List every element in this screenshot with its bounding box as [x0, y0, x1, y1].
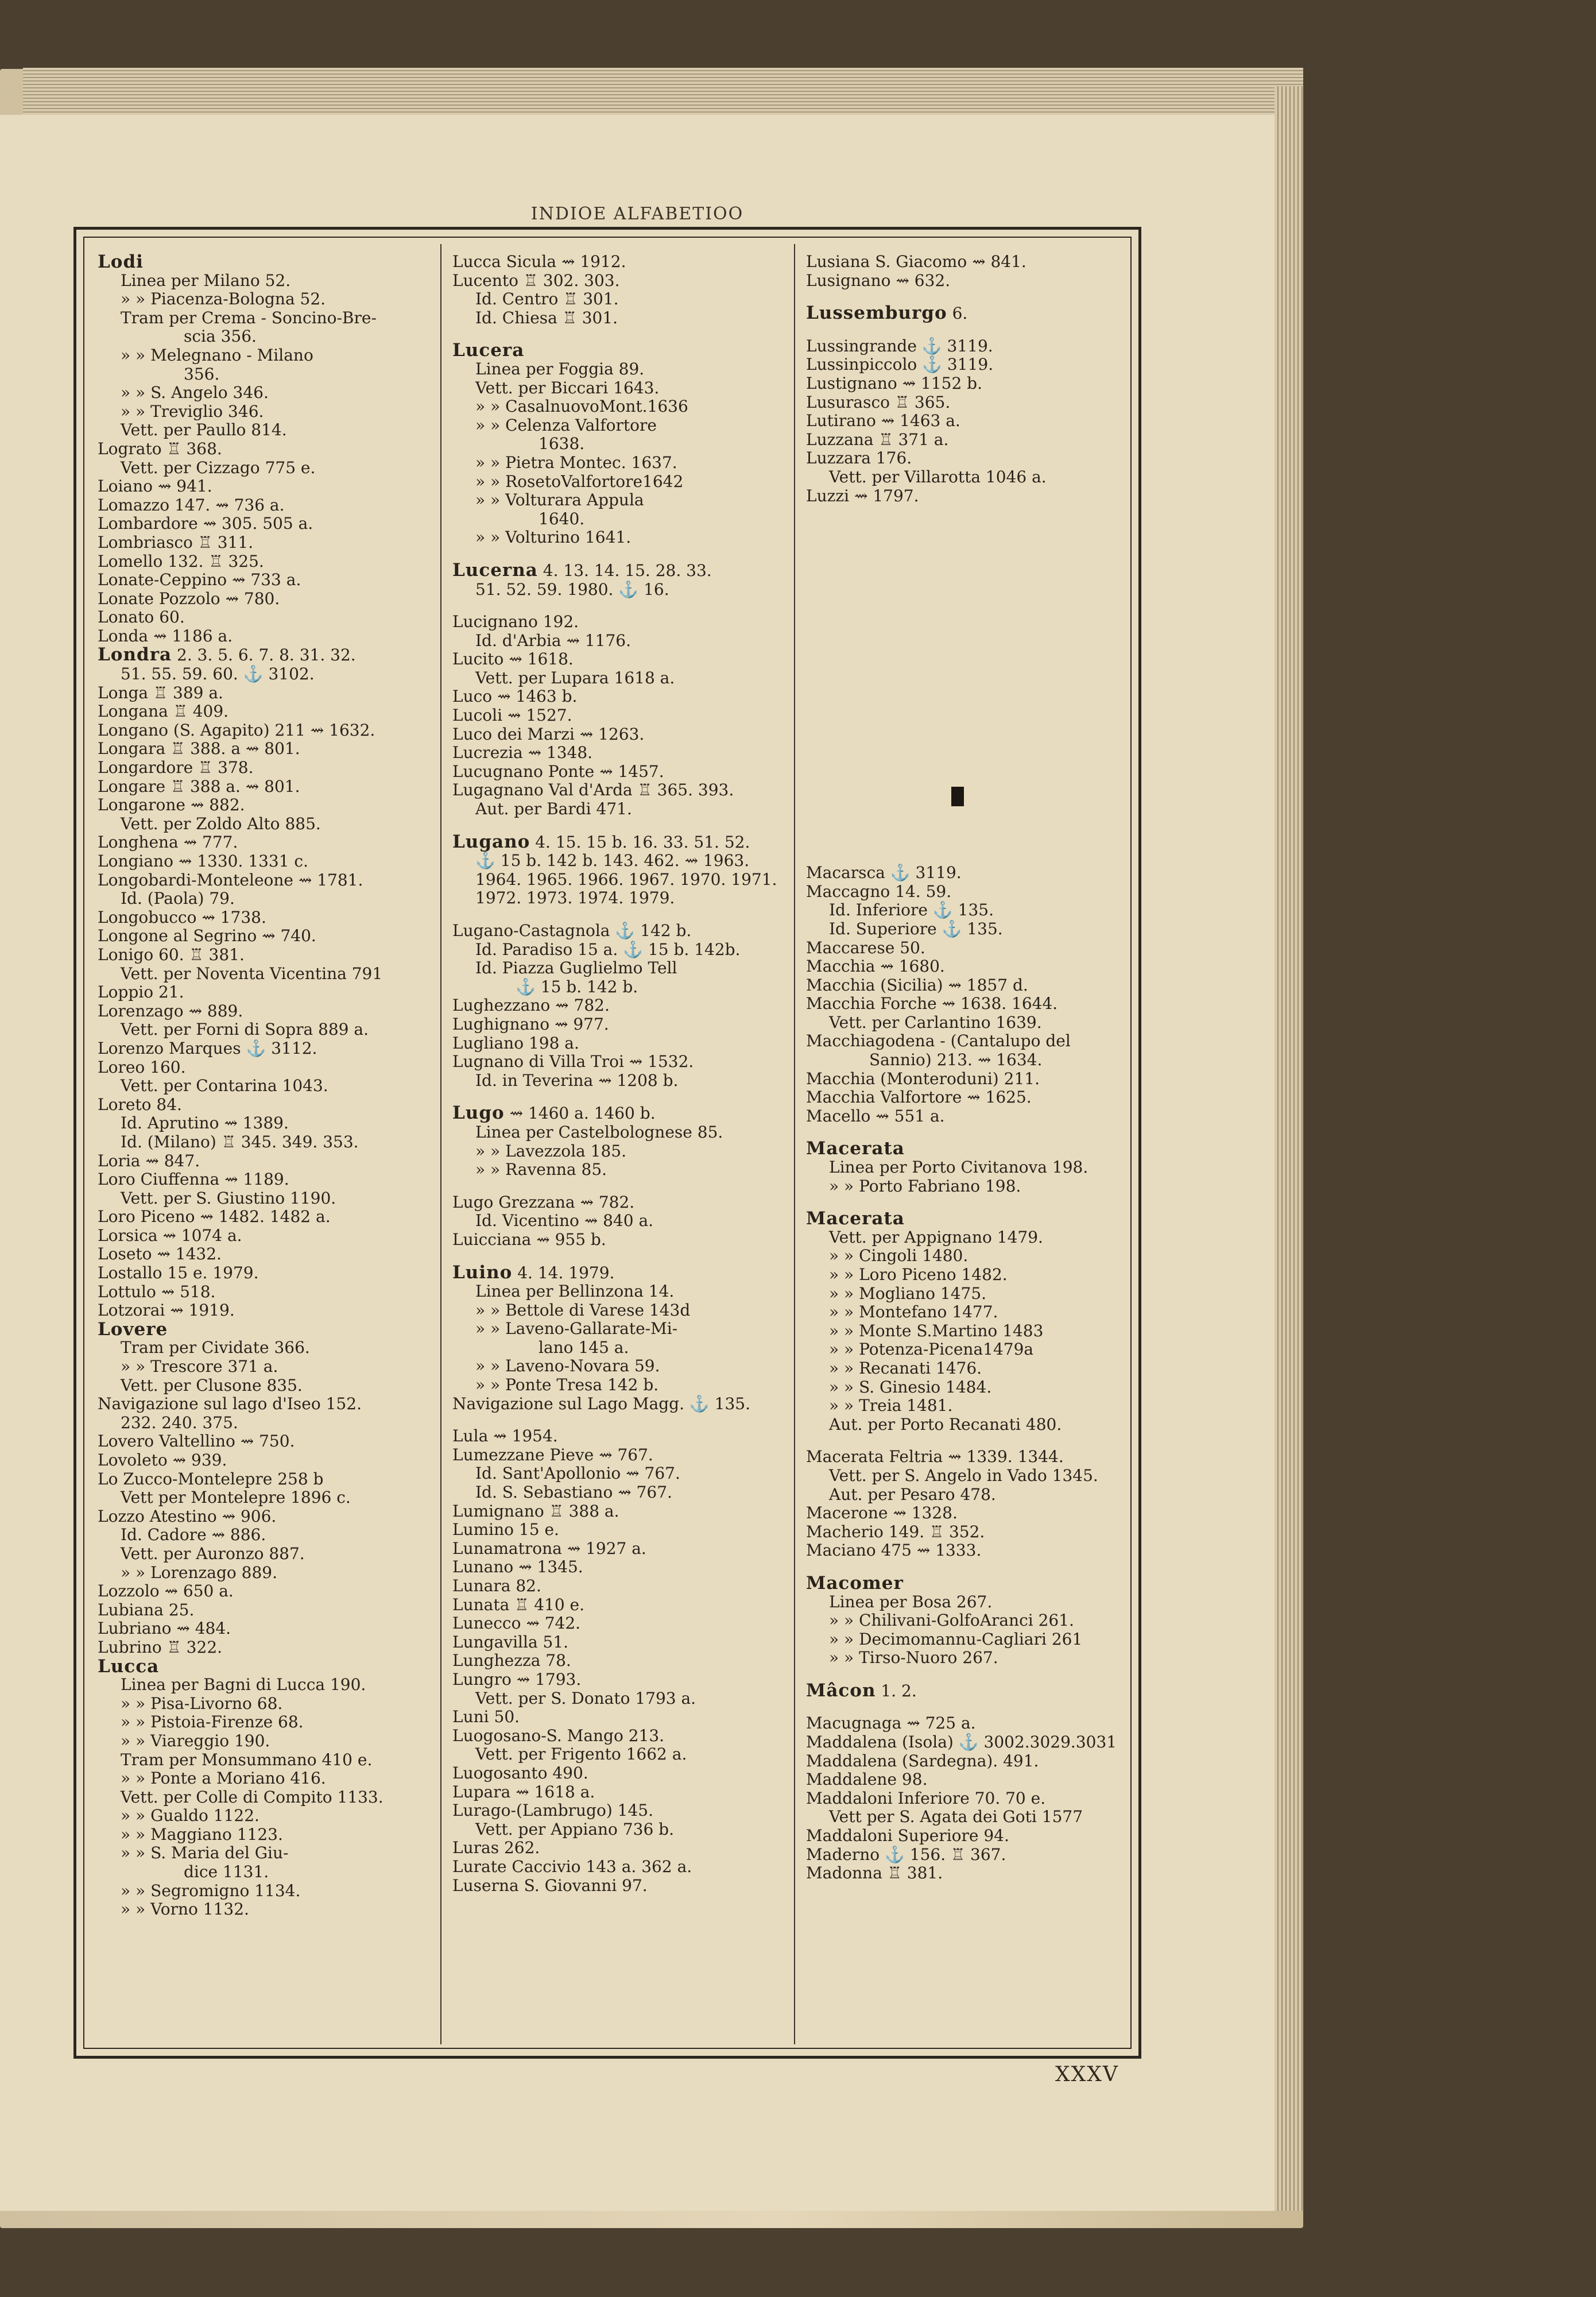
index-entry: Lusignano ⇝ 632.	[806, 270, 951, 290]
spacer	[452, 1250, 785, 1263]
index-entry: 232. 240. 375.	[121, 1413, 238, 1432]
index-entry: ⚓ 15 b. 142 b.	[516, 977, 638, 996]
index-entry: Maddalene 98.	[806, 1770, 928, 1789]
index-entry: Maciano 475 ⇝ 1333.	[806, 1541, 982, 1560]
index-entry: Loria ⇝ 847.	[98, 1151, 200, 1170]
index-entry: Lurago-(Lambrugo) 145.	[452, 1801, 653, 1820]
index-entry: Lostallo 15 e. 1979.	[98, 1263, 259, 1283]
index-entry: Vett. per S. Donato 1793 a.	[475, 1688, 696, 1708]
index-heading-line: Mâcon 1. 2.	[806, 1680, 917, 1701]
index-entry: Lottulo ⇝ 518.	[98, 1282, 216, 1301]
index-entry: Id. Chiesa ♖ 301.	[475, 308, 618, 327]
spacer	[806, 698, 1139, 712]
index-entry: Macchia Forche ⇝ 1638. 1644.	[806, 994, 1058, 1014]
index-entry: Longiano ⇝ 1330. 1331 c.	[98, 852, 309, 871]
index-entry: Id. (Paola) 79.	[121, 889, 235, 908]
index-entry: dice 1131.	[184, 1862, 269, 1882]
spacer	[452, 1413, 785, 1427]
index-entry: Aut. per Bardi 471.	[475, 799, 632, 819]
index-heading-line: Lugo ⇝ 1460 a. 1460 b.	[452, 1103, 656, 1124]
spacer	[806, 781, 1139, 795]
index-entry: Lula ⇝ 1954.	[452, 1426, 558, 1446]
index-column-2	[452, 253, 785, 1895]
index-entry: Loro Ciuffenna ⇝ 1189.	[98, 1170, 289, 1189]
index-entry: Longobardi-Monteleone ⇝ 1781.	[98, 870, 363, 890]
index-entry: Lograto ♖ 368.	[98, 439, 222, 458]
index-heading: Macerata	[806, 1138, 905, 1159]
index-entry: Lussinpiccolo ⚓ 3119.	[806, 355, 994, 374]
index-entry: » » Laveno-Gallarate-Mi-	[475, 1319, 678, 1339]
index-entry: » » Celenza Valfortore	[475, 415, 657, 435]
index-entry: Loppio 21.	[98, 983, 184, 1002]
index-entry: Lumignano ♖ 388 a.	[452, 1501, 619, 1521]
spacer	[806, 685, 1139, 698]
index-entry: Vett. per Lupara 1618 a.	[475, 668, 675, 687]
index-entry: Loro Piceno ⇝ 1482. 1482 a.	[98, 1207, 331, 1227]
index-entry: Vett. per Colle di Compito 1133.	[121, 1787, 383, 1807]
index-entry: Lucignano 192.	[452, 612, 579, 632]
index-entry: Lovoleto ⇝ 939.	[98, 1451, 227, 1470]
index-entry: Longardore ♖ 378.	[98, 758, 254, 778]
index-entry: » » Melegnano - Milano	[121, 345, 313, 365]
index-entry: Longhena ⇝ 777.	[98, 833, 238, 852]
spacer	[452, 547, 785, 561]
index-entry: Longana ♖ 409.	[98, 702, 229, 721]
index-entry: Lorsica ⇝ 1074 a.	[98, 1225, 242, 1245]
index-entry: Lugo Grezzana ⇝ 782.	[452, 1192, 635, 1212]
index-entry: Vett. per Appignano 1479.	[829, 1227, 1043, 1247]
index-entry: Sannio) 213. ⇝ 1634.	[869, 1050, 1043, 1070]
page-number: XXXV	[1055, 2063, 1119, 2086]
index-heading: Macomer	[806, 1572, 904, 1594]
index-entry: Vett. per Forni di Sopra 889 a.	[121, 1020, 369, 1039]
index-entry: Longare ♖ 388 a. ⇝ 801.	[98, 776, 300, 796]
page-stack-right	[1275, 86, 1303, 2211]
index-entry: » » Tirso-Nuoro 267.	[829, 1648, 998, 1668]
index-entry: Linea per Porto Civitanova 198.	[829, 1158, 1088, 1177]
index-entry: Luogosano-S. Mango 213.	[452, 1726, 665, 1745]
spacer	[806, 671, 1139, 685]
ink-blot	[951, 787, 964, 806]
index-entry: Lomello 132. ♖ 325.	[98, 551, 264, 571]
index-entry: Navigazione sul lago d'Iseo 152.	[98, 1394, 362, 1414]
index-entry: Id. Centro ♖ 301.	[475, 289, 619, 309]
index-entry: Lombardore ⇝ 305. 505 a.	[98, 514, 313, 533]
index-entry: Lustignano ⇝ 1152 b.	[806, 373, 982, 393]
index-entry: Id. Piazza Guglielmo Tell	[475, 958, 677, 978]
index-entry: Id. Sant'Apollonio ⇝ 767.	[475, 1464, 680, 1483]
index-entry: Vett. per Contarina 1043.	[121, 1076, 328, 1096]
index-entry: Lurate Caccivio 143 a. 362 a.	[452, 1857, 692, 1876]
index-entry: Lughezzano ⇝ 782.	[452, 996, 610, 1015]
spacer	[806, 795, 1139, 809]
index-entry: » » Laveno-Novara 59.	[475, 1356, 660, 1376]
index-entry: Maderno ⚓ 156. ♖ 367.	[806, 1844, 1006, 1864]
index-entry: » » S. Ginesio 1484.	[829, 1377, 992, 1397]
index-entry: » » Recanati 1476.	[829, 1358, 982, 1378]
index-entry: Linea per Bellinzona 14.	[475, 1282, 675, 1301]
spacer	[452, 327, 785, 341]
index-entry: Lunghezza 78.	[452, 1651, 571, 1670]
spacer	[452, 1180, 785, 1193]
column-divider	[440, 244, 441, 2044]
spacer	[452, 908, 785, 922]
index-entry: » » Decimomannu-Cagliari 261	[829, 1629, 1083, 1649]
index-entry: Lumezzane Pieve ⇝ 767.	[452, 1445, 653, 1464]
index-entry: Lucca Sicula ⇝ 1912.	[452, 252, 626, 271]
index-entry: Vett. per Biccari 1643.	[475, 378, 660, 397]
index-entry: Macugnaga ⇝ 725 a.	[806, 1714, 976, 1733]
index-entry: » » Piacenza-Bologna 52.	[121, 289, 326, 309]
index-heading-line: Lussemburgo 6.	[806, 303, 968, 324]
index-entry: » » Loro Piceno 1482.	[829, 1265, 1008, 1284]
index-entry: Luserna S. Giovanni 97.	[452, 1876, 648, 1895]
index-entry: Vett. per Paullo 814.	[121, 420, 287, 440]
index-entry: Lugano-Castagnola ⚓ 142 b.	[452, 921, 692, 940]
page-stack-top	[23, 68, 1303, 119]
index-heading-line: Lucerna 4. 13. 14. 15. 28. 33.	[452, 559, 712, 581]
index-heading: Lucca	[98, 1656, 160, 1677]
index-entry: » » Pistoia-Firenze 68.	[121, 1712, 304, 1732]
index-entry: Londa ⇝ 1186 a.	[98, 626, 233, 645]
index-entry: Loseto ⇝ 1432.	[98, 1244, 222, 1264]
index-entry: Lucito ⇝ 1618.	[452, 649, 574, 669]
index-entry: Vett. per Villarotta 1046 a.	[829, 467, 1047, 486]
spacer	[806, 753, 1139, 767]
index-entry: Luco dei Marzi ⇝ 1263.	[452, 724, 645, 744]
index-entry: Loiano ⇝ 941.	[98, 477, 212, 496]
index-entry: Tram per Crema - Soncino-Bre-	[121, 308, 377, 327]
spacer	[806, 616, 1139, 629]
index-entry: Lupara ⇝ 1618 a.	[452, 1782, 595, 1801]
index-entry: Id. Vicentino ⇝ 840 a.	[475, 1211, 654, 1231]
index-entry: » » Treia 1481.	[829, 1396, 953, 1416]
index-entry: Tram per Monsummano 410 e.	[121, 1750, 373, 1769]
index-entry: 1972. 1973. 1974. 1979.	[475, 888, 675, 908]
spacer	[806, 560, 1139, 574]
index-entry: 356.	[184, 364, 220, 384]
index-entry: Macello ⇝ 551 a.	[806, 1106, 945, 1126]
index-heading-line: Luino 4. 14. 1979.	[452, 1262, 615, 1283]
index-entry: Aut. per Pesaro 478.	[829, 1484, 996, 1504]
index-entry: Madonna ♖ 381.	[806, 1863, 943, 1883]
index-entry: Luogosanto 490.	[452, 1763, 588, 1782]
index-entry: Luzzi ⇝ 1797.	[806, 486, 919, 505]
index-entry: Lugliano 198 a.	[452, 1033, 579, 1053]
spacer	[452, 599, 785, 613]
index-entry: Maddalena (Sardegna). 491.	[806, 1751, 1039, 1770]
spacer	[452, 819, 785, 833]
spacer	[806, 767, 1139, 781]
index-entry: Vett. per Noventa Vicentina 791	[121, 964, 383, 983]
spacer	[806, 588, 1139, 602]
index-entry: Lo Zucco-Montelepre 258 b	[98, 1469, 324, 1488]
index-heading-line: Lugano 4. 15. 15 b. 16. 33. 51. 52.	[452, 831, 750, 852]
index-entry: » » Pietra Montec. 1637.	[475, 453, 677, 472]
index-entry: 1638.	[539, 434, 585, 454]
index-entry: Linea per Castelbolognese 85.	[475, 1122, 723, 1142]
index-entry: Longara ♖ 388. a ⇝ 801.	[98, 739, 300, 759]
index-entry: » » Volturara Appula	[475, 490, 644, 510]
spacer	[806, 809, 1139, 822]
index-entry: Aut. per Porto Recanati 480.	[829, 1414, 1062, 1434]
index-entry: Lugnano di Villa Troi ⇝ 1532.	[452, 1052, 694, 1072]
index-entry: Maccagno 14. 59.	[806, 881, 952, 901]
index-entry: Loreo 160.	[98, 1057, 186, 1077]
index-entry: » » Montefano 1477.	[829, 1302, 998, 1322]
index-entry: Id. S. Sebastiano ⇝ 767.	[475, 1483, 672, 1502]
index-entry: » » Lorenzago 889.	[121, 1563, 277, 1582]
index-entry: Lubiana 25.	[98, 1600, 195, 1619]
spacer	[806, 740, 1139, 753]
index-entry: Lunano ⇝ 1345.	[452, 1557, 583, 1577]
index-entry: Macchia ⇝ 1680.	[806, 957, 945, 976]
index-entry: Lungavilla 51.	[452, 1632, 569, 1652]
index-entry: Vett. per Auronzo 887.	[121, 1544, 305, 1563]
index-entry: ⚓ 15 b. 142 b. 143. 462. ⇝ 1963.	[475, 851, 750, 871]
index-entry: » » Vorno 1132.	[121, 1900, 249, 1919]
index-column-1	[98, 253, 428, 1919]
spacer	[806, 1700, 1139, 1714]
index-entry: Vett. per Clusone 835.	[121, 1375, 303, 1395]
index-entry: Vett. per S. Angelo in Vado 1345.	[829, 1465, 1098, 1485]
index-entry: Lubrino ♖ 322.	[98, 1637, 223, 1657]
index-entry: » » Lavezzola 185.	[475, 1141, 626, 1161]
index-entry: lano 145 a.	[539, 1337, 629, 1357]
index-entry: Vett. per Appiano 736 b.	[475, 1819, 674, 1839]
index-heading: Lodi	[98, 252, 144, 272]
index-entry: » » Pisa-Livorno 68.	[121, 1693, 283, 1713]
index-entry: Lotzorai ⇝ 1919.	[98, 1301, 235, 1320]
index-entry: Lorenzo Marques ⚓ 3112.	[98, 1038, 317, 1058]
spacer	[806, 657, 1139, 671]
index-entry: Linea per Milano 52.	[121, 270, 291, 290]
index-entry: Linea per Bagni di Lucca 190.	[121, 1675, 366, 1695]
index-entry: Linea per Foggia 89.	[475, 359, 645, 378]
index-entry: Longobucco ⇝ 1738.	[98, 907, 266, 927]
index-entry: Vett. per Frigento 1662 a.	[475, 1745, 687, 1764]
index-entry: Id. Paradiso 15 a. ⚓ 15 b. 142b.	[475, 939, 741, 959]
index-entry: Macchia (Monteroduni) 211.	[806, 1069, 1040, 1088]
spacer	[806, 505, 1139, 519]
column-divider	[794, 244, 795, 2044]
spacer	[806, 533, 1139, 547]
index-entry: » » Chilivani-GolfoAranci 261.	[829, 1611, 1074, 1630]
index-entry: » » CasalnuovoMont.1636	[475, 397, 688, 416]
spacer	[806, 574, 1139, 588]
index-entry: Id. Cadore ⇝ 886.	[121, 1525, 266, 1545]
index-entry: Maddaloni Inferiore 70. 70 e.	[806, 1788, 1046, 1808]
index-entry: Lubriano ⇝ 484.	[98, 1619, 231, 1638]
spacer	[806, 1668, 1139, 1681]
index-entry: Longa ♖ 389 a.	[98, 683, 223, 702]
spacer	[806, 629, 1139, 643]
index-entry: Vett. per Carlantino 1639.	[829, 1012, 1042, 1032]
index-entry: Lonate Pozzolo ⇝ 780.	[98, 589, 280, 608]
index-entry: Vett per Montelepre 1896 c.	[121, 1488, 351, 1507]
index-entry: Maddalena (Isola) ⚓ 3002.3029.3031	[806, 1733, 1117, 1752]
index-entry: Lozzolo ⇝ 650 a.	[98, 1581, 234, 1601]
spacer	[806, 323, 1139, 337]
index-entry: Lunecco ⇝ 742.	[452, 1614, 581, 1633]
index-entry: Lombriasco ♖ 311.	[98, 532, 254, 552]
spacer	[806, 712, 1139, 726]
index-entry: Id. d'Arbia ⇝ 1176.	[475, 631, 632, 650]
index-entry: Linea per Bosa 267.	[829, 1592, 993, 1611]
index-entry: Lucrezia ⇝ 1348.	[452, 743, 593, 763]
index-entry: Luras 262.	[452, 1838, 540, 1858]
index-entry: 1640.	[539, 509, 585, 528]
index-entry: Id. in Teverina ⇝ 1208 b.	[475, 1070, 679, 1090]
index-entry: Navigazione sul Lago Magg. ⚓ 135.	[452, 1394, 750, 1413]
index-entry: » » Gualdo 1122.	[121, 1806, 259, 1826]
index-entry: Lutirano ⇝ 1463 a.	[806, 411, 960, 431]
spacer	[806, 850, 1139, 864]
index-column-3	[806, 253, 1139, 1883]
index-entry: Luni 50.	[452, 1707, 520, 1727]
index-entry: Lugagnano Val d'Arda ♖ 365. 393.	[452, 780, 734, 800]
spacer	[806, 602, 1139, 616]
index-entry: Lonigo 60. ♖ 381.	[98, 945, 245, 964]
index-entry: » » Potenza-Picena1479a	[829, 1340, 1034, 1359]
spacer	[806, 836, 1139, 850]
index-entry: Vett. per Cizzago 775 e.	[121, 458, 316, 477]
index-entry: Lucento ♖ 302. 303.	[452, 270, 620, 290]
spacer	[806, 519, 1139, 533]
index-heading: Lovere	[98, 1318, 168, 1340]
index-entry: » » Ponte Tresa 142 b.	[475, 1375, 659, 1395]
index-entry: Macarsca ⚓ 3119.	[806, 863, 962, 883]
index-entry: » » Ponte a Moriano 416.	[121, 1769, 326, 1788]
index-entry: Lunata ♖ 410 e.	[452, 1595, 585, 1614]
index-entry: Luco ⇝ 1463 b.	[452, 687, 578, 706]
index-entry: » » Segromigno 1134.	[121, 1881, 301, 1900]
index-entry: Lughignano ⇝ 977.	[452, 1014, 609, 1034]
spacer	[806, 290, 1139, 304]
index-entry: Vett. per S. Giustino 1190.	[121, 1188, 336, 1208]
index-entry: 1964. 1965. 1966. 1967. 1970. 1971.	[475, 869, 777, 889]
index-entry: Lozzo Atestino ⇝ 906.	[98, 1506, 277, 1526]
index-entry: Lunara 82.	[452, 1576, 541, 1595]
index-entry: Id. Superiore ⚓ 135.	[829, 919, 1003, 938]
index-entry: Macherio 149. ♖ 352.	[806, 1522, 985, 1541]
index-entry: » » Bettole di Varese 143d	[475, 1300, 691, 1320]
spacer	[452, 1090, 785, 1104]
index-entry: Lorenzago ⇝ 889.	[98, 1001, 243, 1020]
index-entry: Luzzara 176.	[806, 448, 912, 468]
index-entry: Vett. per Zoldo Alto 885.	[121, 814, 321, 833]
index-entry: » » RosetoValfortore1642	[475, 471, 684, 491]
index-entry: Lumino 15 e.	[452, 1520, 559, 1540]
index-heading: Macerata	[806, 1208, 905, 1229]
index-heading: Lucera	[452, 340, 525, 361]
spacer	[806, 547, 1139, 560]
index-entry: Lungro ⇝ 1793.	[452, 1669, 582, 1689]
spacer	[806, 1196, 1139, 1209]
index-entry: Lusurasco ♖ 365.	[806, 392, 951, 412]
index-entry: Lomazzo 147. ⇝ 736 a.	[98, 495, 285, 515]
spacer	[806, 1560, 1139, 1574]
index-entry: » » Monte S.Martino 1483	[829, 1321, 1044, 1340]
index-entry: Lussingrande ⚓ 3119.	[806, 336, 993, 355]
index-heading-line: Londra 2. 3. 5. 6. 7. 8. 31. 32.	[98, 644, 356, 666]
index-entry: scia 356.	[184, 327, 257, 346]
index-entry: Loreto 84.	[98, 1095, 182, 1114]
index-entry: » » S. Maria del Giu-	[121, 1843, 289, 1863]
index-entry: Lusiana S. Giacomo ⇝ 841.	[806, 252, 1026, 271]
index-entry: Longarone ⇝ 882.	[98, 795, 245, 815]
index-entry: Lucoli ⇝ 1527.	[452, 706, 572, 725]
spacer	[806, 822, 1139, 836]
index-entry: » » Maggiano 1123.	[121, 1824, 283, 1844]
index-entry: Macchia Valfortore ⇝ 1625.	[806, 1088, 1032, 1107]
index-entry: Maccarese 50.	[806, 938, 925, 957]
spacer	[806, 1126, 1139, 1139]
index-entry: Macchiagodena - (Cantalupo del	[806, 1031, 1071, 1051]
spacer	[806, 726, 1139, 740]
index-entry: Longone al Segrino ⇝ 740.	[98, 926, 316, 946]
index-entry: Id. Aprutino ⇝ 1389.	[121, 1113, 289, 1133]
spacer	[806, 1434, 1139, 1448]
index-entry: Vett per S. Agata dei Goti 1577	[829, 1807, 1083, 1827]
index-entry: Lovero Valtellino ⇝ 750.	[98, 1432, 295, 1451]
index-entry: » » Ravenna 85.	[475, 1160, 607, 1180]
index-entry: Lonate-Ceppino ⇝ 733 a.	[98, 570, 301, 590]
index-entry: » » S. Angelo 346.	[121, 383, 269, 403]
index-entry: » » Treviglio 346.	[121, 401, 264, 421]
index-entry: Longano (S. Agapito) 211 ⇝ 1632.	[98, 720, 375, 740]
page-header: INDIOE ALFABETIOO	[530, 204, 744, 224]
index-entry: Macerone ⇝ 1328.	[806, 1503, 958, 1523]
index-entry: Lonato 60.	[98, 608, 185, 627]
index-entry: Macerata Feltria ⇝ 1339. 1344.	[806, 1447, 1064, 1467]
index-entry: 51. 55. 59. 60. ⚓ 3102.	[121, 664, 315, 684]
index-entry: Luicciana ⇝ 955 b.	[452, 1229, 606, 1249]
index-entry: Id. (Milano) ♖ 345. 349. 353.	[121, 1132, 359, 1151]
index-entry: Tram per Cividate 366.	[121, 1338, 310, 1358]
index-entry: » » Mogliano 1475.	[829, 1283, 987, 1303]
index-entry: Id. Inferiore ⚓ 135.	[829, 900, 994, 920]
index-entry: » » Porto Fabriano 198.	[829, 1176, 1021, 1196]
index-entry: Maddaloni Superiore 94.	[806, 1826, 1009, 1846]
index-entry: » » Cingoli 1480.	[829, 1246, 969, 1266]
index-entry: Luzzana ♖ 371 a.	[806, 430, 949, 449]
index-entry: » » Volturino 1641.	[475, 528, 632, 547]
index-entry: » » Viareggio 190.	[121, 1731, 270, 1750]
index-entry: Lunamatrona ⇝ 1927 a.	[452, 1538, 646, 1558]
index-entry: » » Trescore 371 a.	[121, 1357, 278, 1376]
index-entry: Macchia (Sicilia) ⇝ 1857 d.	[806, 975, 1028, 995]
index-entry: Lucugnano Ponte ⇝ 1457.	[452, 761, 664, 781]
index-entry: 51. 52. 59. 1980. ⚓ 16.	[475, 579, 669, 599]
spacer	[806, 643, 1139, 657]
